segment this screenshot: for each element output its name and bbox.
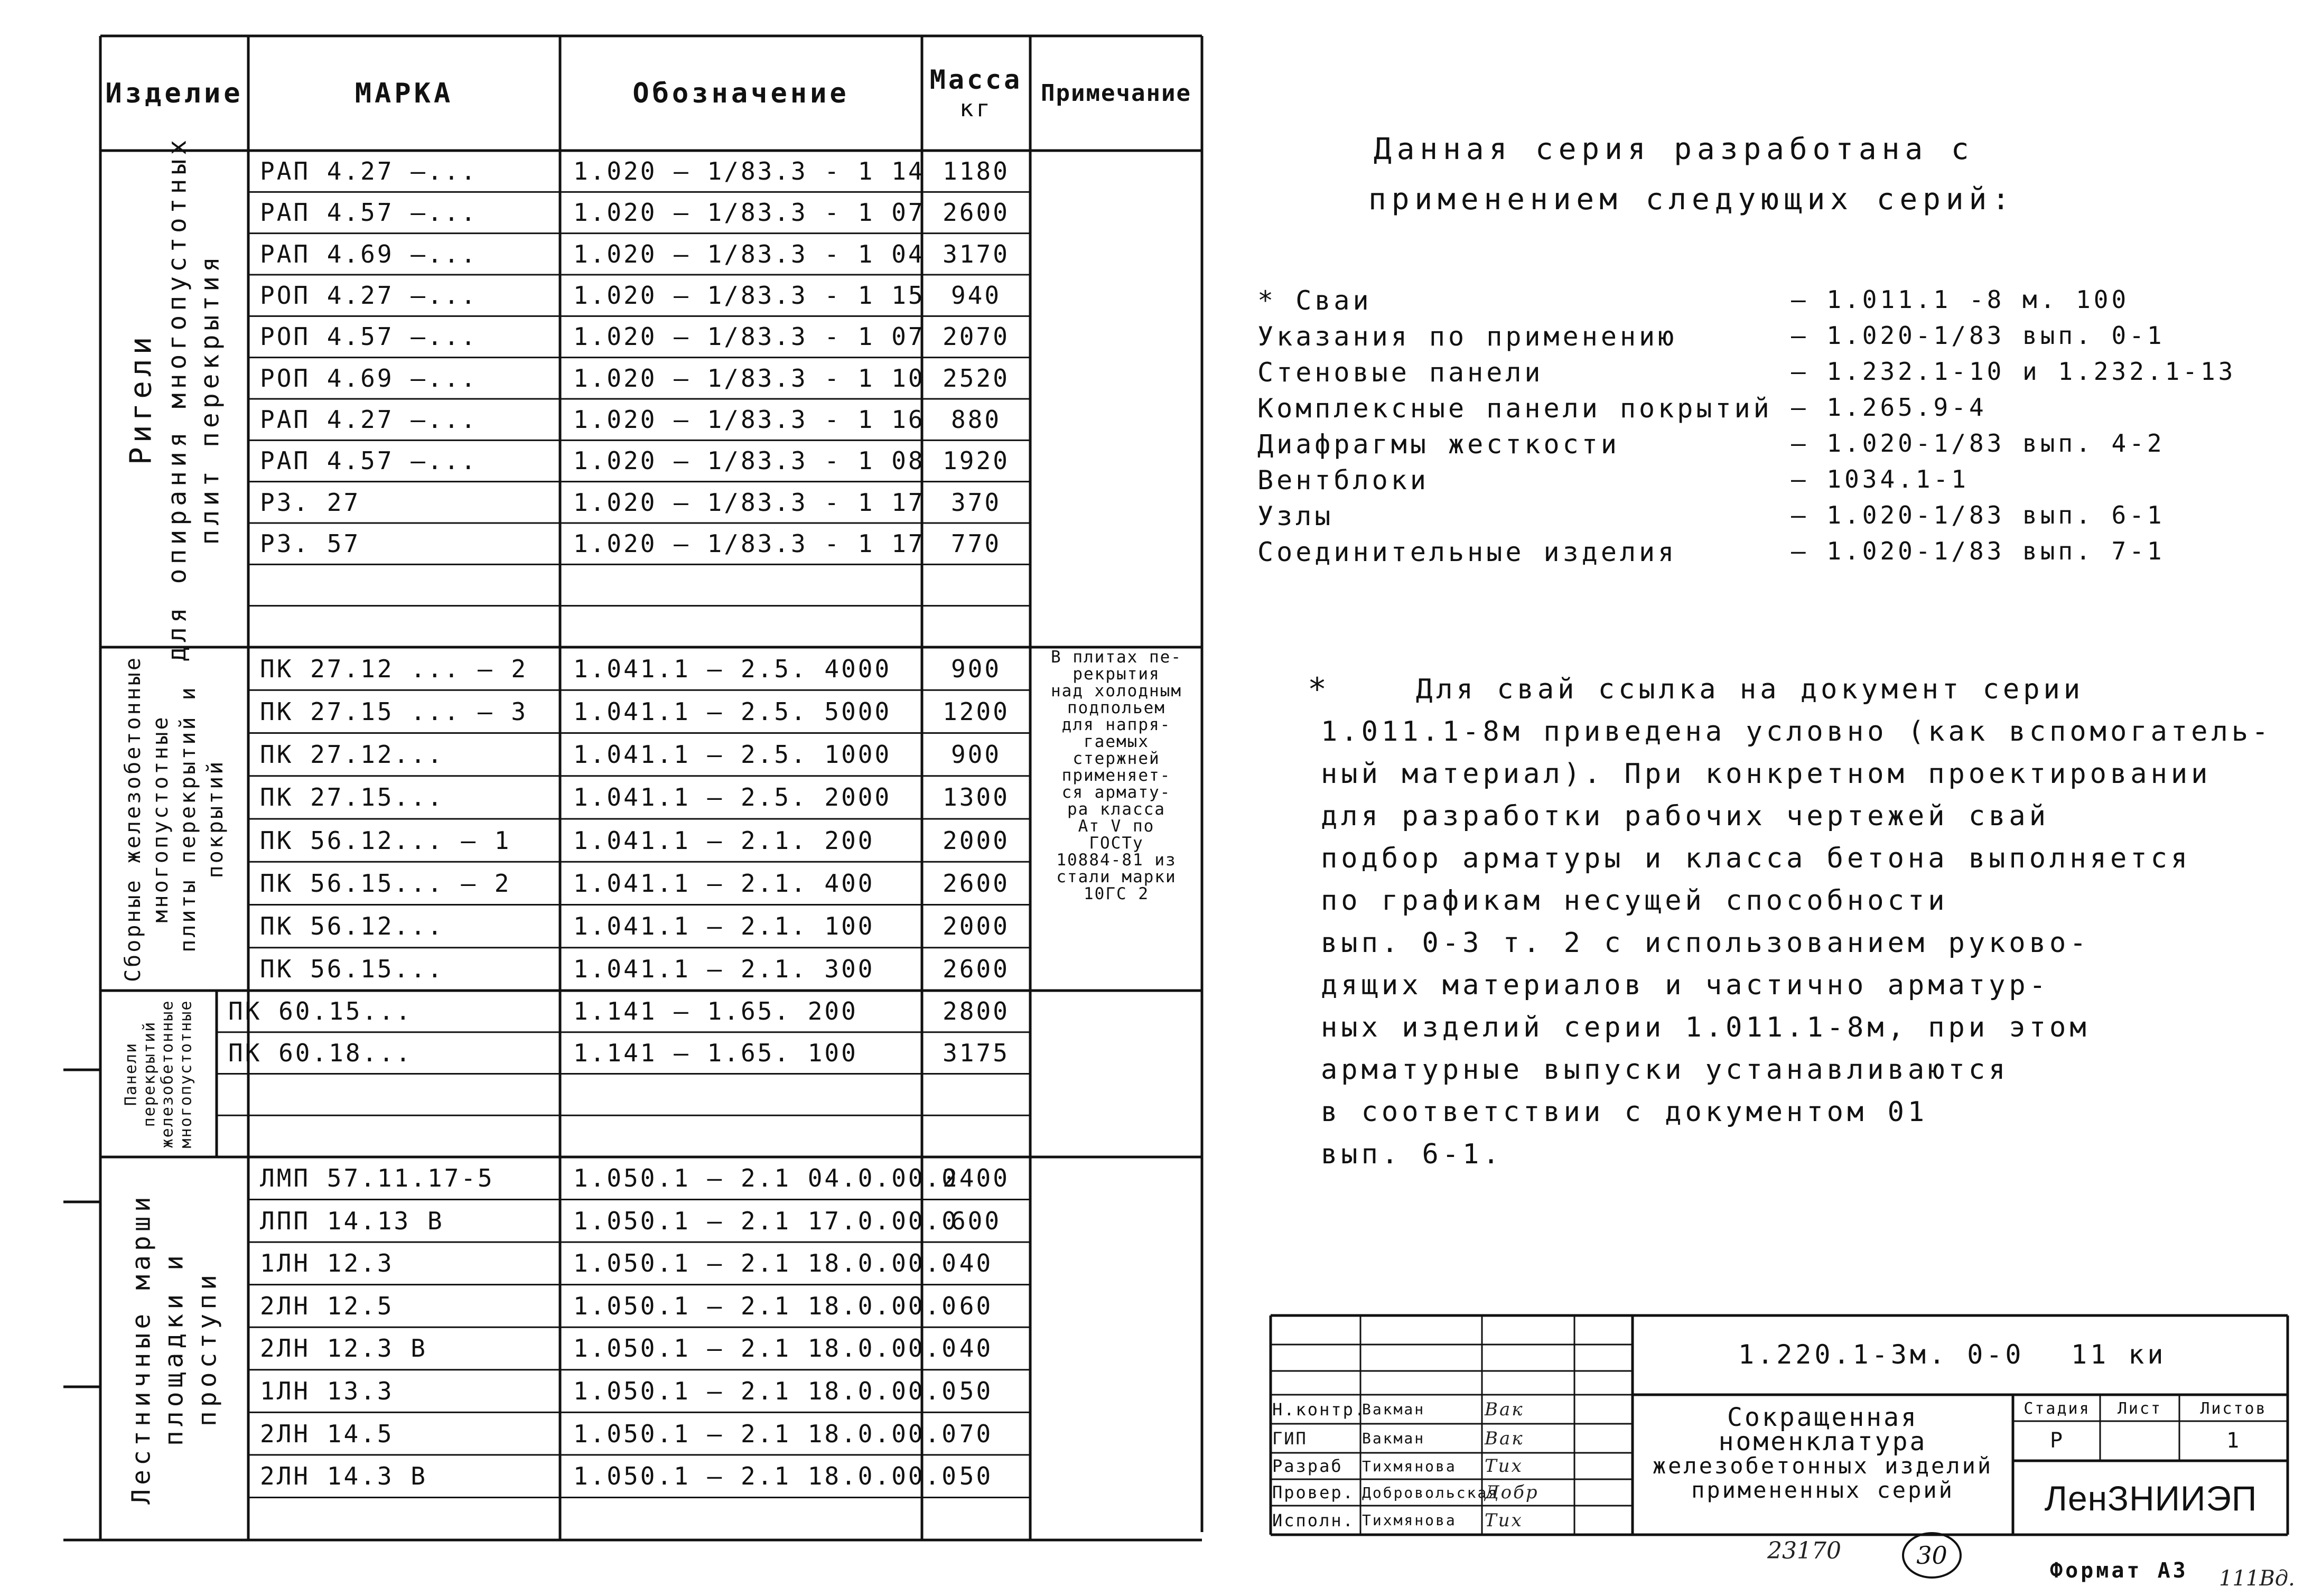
note-remark-line: гаемых bbox=[1084, 732, 1149, 751]
table-cell-designation: 1.020 — 1/83.3 - 1 17 bbox=[573, 488, 925, 517]
staff-name: Вакман bbox=[1362, 1401, 1425, 1418]
table-cell-mark: РАП 4.69 —... bbox=[260, 239, 478, 268]
header-mass-unit: кг bbox=[959, 95, 993, 122]
series-intro-line-2: применением следующих серий: bbox=[1368, 182, 2016, 217]
table-cell-designation: 1.050.1 — 2.1 18.0.00.0 bbox=[573, 1291, 958, 1320]
table-cell-designation: 1.041.1 — 2.1. 100 bbox=[573, 912, 875, 941]
staff-role: Н.контр. bbox=[1272, 1399, 1367, 1420]
table-cell-designation: 1.020 — 1/83.3 - 1 08 bbox=[573, 446, 925, 475]
table-cell-mark: Р3. 57 bbox=[260, 529, 361, 558]
series-reference: — 1.265.9-4 bbox=[1791, 393, 1987, 422]
table-cell-designation: 1.050.1 — 2.1 04.0.00.0 bbox=[573, 1164, 958, 1193]
table-cell-mass: 2600 bbox=[943, 869, 1010, 898]
note-remark-line: 10ГС 2 bbox=[1084, 884, 1149, 903]
table-cell-designation: 1.020 — 1/83.3 - 1 07 bbox=[573, 322, 925, 351]
table-cell-designation: 1.141 — 1.65. 100 bbox=[573, 1039, 858, 1068]
staff-name: Тихмянова bbox=[1362, 1457, 1457, 1475]
group-label-line: Сборные железобетонные bbox=[121, 656, 145, 982]
table-cell-mark: 2ЛН 14.3 В bbox=[260, 1462, 427, 1491]
footnote-line: для разработки рабочих чертежей свай bbox=[1321, 800, 2050, 832]
table-cell-mass bbox=[922, 1497, 1030, 1540]
series-name: Соединительные изделия bbox=[1257, 537, 1677, 567]
handwritten-mark: 111Вд. bbox=[2219, 1566, 2295, 1591]
note-remark-line: 10884-81 из bbox=[1056, 851, 1177, 870]
table-cell-mark: РОП 4.57 —... bbox=[260, 322, 478, 351]
table-cell-mark: ЛМП 57.11.17-5 bbox=[260, 1164, 495, 1193]
series-name: Диафрагмы жесткости bbox=[1257, 429, 1620, 460]
table-cell-mass: 40 bbox=[959, 1249, 993, 1278]
series-reference: — 1.020-1/83 вып. 0-1 bbox=[1791, 321, 2165, 350]
series-name: Вентблоки bbox=[1257, 465, 1429, 496]
header-product: Изделие bbox=[105, 77, 244, 109]
table-cell-mass: 2400 bbox=[943, 1164, 1010, 1193]
table-cell-mass: 2000 bbox=[943, 826, 1010, 855]
table-cell-mark bbox=[260, 606, 560, 647]
group-label-line: перекрытий bbox=[139, 1021, 158, 1127]
table-cell-mark: ПК 60.15... bbox=[228, 997, 413, 1026]
doc-title-line: железобетонных изделий bbox=[1652, 1453, 1993, 1479]
table-cell-mass: 770 bbox=[950, 529, 1002, 558]
sheet-value bbox=[2100, 1422, 2179, 1459]
series-intro-line-1: Данная серия разработана с bbox=[1374, 132, 1974, 166]
staff-sign: Тих bbox=[1485, 1509, 1523, 1531]
series-name: * Сваи bbox=[1257, 285, 1372, 316]
table-cell-mark bbox=[260, 564, 560, 605]
table-cell-mass: 2000 bbox=[943, 912, 1010, 941]
table-cell-mark: ПК 56.15... — 2 bbox=[260, 869, 511, 898]
footnote-line: вып. 6-1. bbox=[1321, 1138, 1503, 1170]
sheets-label: Листов bbox=[2200, 1399, 2267, 1418]
format-label: Формат А3 bbox=[2050, 1558, 2188, 1583]
series-reference: — 1.232.1-10 и 1.232.1-13 bbox=[1791, 357, 2236, 386]
table-cell-mark: ПК 56.12... bbox=[260, 912, 444, 941]
doc-code: 1.220.1-3м. 0-0 bbox=[1738, 1339, 2025, 1370]
staff-sign: Вак bbox=[1485, 1398, 1524, 1420]
table-cell-mass bbox=[922, 1115, 1030, 1157]
group-label-line: Ригели bbox=[124, 332, 158, 465]
table-cell-designation bbox=[573, 1497, 922, 1540]
table-cell-designation: 1.020 — 1/83.3 - 1 15 bbox=[573, 281, 925, 310]
note-remark-line: Ат V по bbox=[1078, 817, 1155, 836]
group-label-line: Лестничные марши bbox=[126, 1192, 156, 1505]
table-cell-mass: 1200 bbox=[943, 697, 1010, 726]
group-label-line: для опирания многопустотных bbox=[162, 135, 192, 662]
footnote-line: вып. 0-3 т. 2 с использованием руково- bbox=[1321, 927, 2090, 959]
note-remark-line: рекрытия bbox=[1073, 665, 1160, 684]
table-cell-mark: РАП 4.27 —... bbox=[260, 157, 478, 186]
table-cell-mass: 2800 bbox=[943, 997, 1010, 1026]
group-label-slabs bbox=[100, 647, 248, 991]
doc-code-suffix: 11 ки bbox=[2071, 1339, 2167, 1370]
table-cell-mass: 50 bbox=[959, 1462, 993, 1491]
series-name: Стеновые панели bbox=[1257, 357, 1544, 388]
table-cell-mark: ПК 56.12... — 1 bbox=[260, 826, 511, 855]
table-cell-designation: 1.041.1 — 2.1. 400 bbox=[573, 869, 875, 898]
note-remark-line: В плитах пе- bbox=[1051, 648, 1182, 667]
footnote-line: Для свай ссылка на документ серии bbox=[1416, 674, 2084, 705]
staff-name: Добровольская bbox=[1362, 1483, 1499, 1501]
table-cell-mass: 2600 bbox=[943, 198, 1010, 227]
group-label-line: железобетонные bbox=[158, 1000, 176, 1148]
group-label-stairs bbox=[100, 1157, 248, 1540]
footnote-line: ных изделий серии 1.011.1-8м, при этом bbox=[1321, 1012, 2090, 1043]
doc-title-line: Сокращенная bbox=[1727, 1403, 1918, 1432]
header-mass bbox=[922, 36, 1030, 151]
table-cell-mass: 70 bbox=[959, 1419, 993, 1448]
note-remark-line: подпольем bbox=[1067, 698, 1165, 717]
table-cell-mark bbox=[228, 1074, 560, 1116]
series-reference: — 1.020-1/83 вып. 6-1 bbox=[1791, 501, 2165, 529]
table-cell-designation: 1.050.1 — 2.1 18.0.00.0 bbox=[573, 1419, 958, 1448]
table-cell-mass: 900 bbox=[950, 654, 1002, 683]
doc-title bbox=[1635, 1405, 2010, 1502]
table-cell-designation: 1.041.1 — 2.5. 1000 bbox=[573, 740, 892, 769]
table-cell-designation: 1.020 — 1/83.3 - 1 17 bbox=[573, 529, 925, 558]
footnote-line: дящих материалов и частично арматур- bbox=[1321, 969, 2050, 1001]
page-number: 30 bbox=[1902, 1532, 1962, 1579]
table-cell-mark: ПК 60.18... bbox=[228, 1039, 413, 1068]
table-cell-mass bbox=[922, 1074, 1030, 1116]
table-cell-designation bbox=[573, 606, 922, 647]
header-mark: МАРКА bbox=[355, 77, 454, 109]
table-cell-mark: РОП 4.69 —... bbox=[260, 363, 478, 393]
note-remark-line: применяет- bbox=[1061, 766, 1171, 785]
table-cell-mass: 1180 bbox=[943, 157, 1010, 186]
series-name: Указания по применению bbox=[1257, 321, 1677, 352]
table-cell-mass: 40 bbox=[959, 1334, 993, 1363]
series-reference: — 1.011.1 -8 м. 100 bbox=[1791, 285, 2130, 314]
table-cell-designation: 1.050.1 — 2.1 17.0.00.0 bbox=[573, 1206, 958, 1235]
footnote-line: подбор арматуры и класса бетона выполняется bbox=[1321, 843, 2192, 874]
staff-role: Провер. bbox=[1272, 1482, 1355, 1502]
table-cell-designation: 1.020 — 1/83.3 - 1 14 bbox=[573, 157, 925, 186]
table-cell-mark: ПК 56.15... bbox=[260, 955, 444, 984]
inventory-number: 23170 bbox=[1767, 1537, 1841, 1564]
sheets-value: 1 bbox=[2226, 1429, 2241, 1453]
table-cell-mass: 3175 bbox=[943, 1039, 1010, 1068]
table-cell-mark: 1ЛН 13.3 bbox=[260, 1377, 394, 1406]
stage-value: Р bbox=[2049, 1429, 2065, 1453]
note-remark-line: ся армату- bbox=[1061, 783, 1171, 802]
note-remark-line: ра класса bbox=[1067, 800, 1165, 819]
note-remark-line: для напря- bbox=[1061, 715, 1171, 734]
series-reference: — 1034.1-1 bbox=[1791, 465, 1969, 493]
footnote-line: арматурные выпуски устанавливаются bbox=[1321, 1054, 2009, 1086]
group-label-panels bbox=[100, 991, 217, 1157]
note-remark-line: стали марки bbox=[1056, 867, 1177, 886]
table-cell-mark: 1ЛН 12.3 bbox=[260, 1249, 394, 1278]
table-cell-mass: 2520 bbox=[943, 363, 1010, 393]
table-cell-designation bbox=[573, 1115, 922, 1157]
table-cell-mark: 2ЛН 12.3 В bbox=[260, 1334, 427, 1363]
doc-title-line: номенклатура bbox=[1718, 1427, 1927, 1457]
table-cell-mark: РАП 4.57 —... bbox=[260, 198, 478, 227]
header-note: Примечание bbox=[1041, 80, 1191, 107]
table-cell-designation bbox=[573, 1074, 922, 1116]
table-cell-mark: ПК 27.12 ... — 2 bbox=[260, 654, 528, 683]
table-cell-mass: 600 bbox=[950, 1206, 1002, 1235]
group-label-line: многопустотные bbox=[148, 715, 173, 923]
series-name: Узлы bbox=[1257, 501, 1334, 531]
table-cell-designation: 1.041.1 — 2.5. 4000 bbox=[573, 654, 892, 683]
table-cell-mass bbox=[922, 606, 1030, 647]
staff-sign: Добр bbox=[1485, 1482, 1539, 1503]
note-remark-line: над холодным bbox=[1051, 682, 1182, 701]
note-remark-line: стержней bbox=[1073, 749, 1160, 768]
table-cell-designation: 1.041.1 — 2.1. 200 bbox=[573, 826, 875, 855]
table-cell-mass: 900 bbox=[950, 740, 1002, 769]
footnote-line: по графикам несущей способности bbox=[1321, 885, 1948, 917]
staff-role: ГИП bbox=[1272, 1428, 1308, 1449]
table-cell-mass: 2600 bbox=[943, 955, 1010, 984]
footnote-line: в соответствии с документом 01 bbox=[1321, 1096, 1928, 1128]
table-cell-designation: 1.050.1 — 2.1 18.0.00.0 bbox=[573, 1334, 958, 1363]
series-reference: — 1.020-1/83 вып. 7-1 bbox=[1791, 537, 2165, 565]
footnote-line: 1.011.1-8м приведена условно (как вспомогатель- bbox=[1321, 716, 2272, 748]
table-cell-mark: ПК 27.15... bbox=[260, 783, 444, 812]
table-cell-mass: 1300 bbox=[943, 783, 1010, 812]
staff-name: Тихмянова bbox=[1362, 1511, 1457, 1529]
table-cell-mark: ПК 27.12... bbox=[260, 740, 444, 769]
header-designation: Обозначение bbox=[632, 77, 850, 109]
sheet-label: Лист bbox=[2117, 1399, 2162, 1418]
table-cell-mark: РАП 4.57 —... bbox=[260, 446, 478, 475]
staff-sign: Вак bbox=[1485, 1427, 1524, 1449]
table-cell-mark: 2ЛН 12.5 bbox=[260, 1291, 394, 1320]
staff-sign: Тих bbox=[1485, 1455, 1523, 1477]
table-cell-designation: 1.020 — 1/83.3 - 1 10 bbox=[573, 363, 925, 393]
group-label-line: площадки и bbox=[159, 1251, 189, 1446]
table-cell-mass: 60 bbox=[959, 1291, 993, 1320]
group-label-rigeli bbox=[100, 135, 248, 662]
table-cell-designation: 1.020 — 1/83.3 - 1 04 bbox=[573, 239, 925, 268]
table-cell-designation: 1.141 — 1.65. 200 bbox=[573, 997, 858, 1026]
group-label-line: многопустотные bbox=[176, 1000, 195, 1148]
table-cell-mark bbox=[228, 1115, 560, 1157]
table-cell-designation: 1.041.1 — 2.5. 2000 bbox=[573, 783, 892, 812]
table-cell-mark: ПК 27.15 ... — 3 bbox=[260, 697, 528, 726]
staff-name: Вакман bbox=[1362, 1430, 1425, 1447]
group-label-line: плит перекрытия bbox=[195, 253, 225, 545]
table-cell-designation: 1.020 — 1/83.3 - 1 07 bbox=[573, 198, 925, 227]
table-cell-mass: 880 bbox=[950, 405, 1002, 434]
header-mass-label: Масса bbox=[929, 64, 1023, 95]
staff-role: Разраб bbox=[1272, 1456, 1343, 1476]
table-cell-mark: Р3. 27 bbox=[260, 488, 361, 517]
table-cell-designation bbox=[573, 564, 922, 605]
table-cell-mass: 370 bbox=[950, 488, 1002, 517]
table-cell-mass: 940 bbox=[950, 281, 1002, 310]
table-cell-designation: 1.050.1 — 2.1 18.0.00.0 bbox=[573, 1377, 958, 1406]
group-label-line: плиты перекрытий и bbox=[176, 685, 200, 953]
table-cell-mass bbox=[922, 564, 1030, 605]
table-cell-designation: 1.020 — 1/83.3 - 1 16 bbox=[573, 405, 925, 434]
table-cell-mark: РОП 4.27 —... bbox=[260, 281, 478, 310]
table-cell-designation: 1.041.1 — 2.5. 5000 bbox=[573, 697, 892, 726]
table-cell-mass: 3170 bbox=[943, 239, 1010, 268]
table-cell-mark bbox=[260, 1497, 560, 1540]
stage-label: Стадия bbox=[2023, 1399, 2091, 1418]
group-label-line: проступи bbox=[192, 1270, 222, 1427]
table-cell-designation: 1.050.1 — 2.1 18.0.00.0 bbox=[573, 1462, 958, 1491]
table-cell-designation: 1.041.1 — 2.1. 300 bbox=[573, 955, 875, 984]
note-remark-line: ГОСТу bbox=[1089, 834, 1144, 853]
note-remark bbox=[1031, 649, 1201, 902]
series-reference: — 1.020-1/83 вып. 4-2 bbox=[1791, 429, 2165, 458]
group-label-line: Панели bbox=[122, 1042, 140, 1106]
staff-role: Исполн. bbox=[1272, 1510, 1355, 1530]
table-cell-mark: ЛПП 14.13 В bbox=[260, 1206, 444, 1235]
group-label-line: покрытий bbox=[203, 759, 228, 879]
organization: ЛенЗНИИЭП bbox=[2044, 1478, 2258, 1518]
table-cell-designation: 1.050.1 — 2.1 18.0.00.0 bbox=[573, 1249, 958, 1278]
footnote-mark: * bbox=[1308, 671, 1331, 708]
table-cell-mark: РАП 4.27 —... bbox=[260, 405, 478, 434]
series-name: Комплексные панели покрытий bbox=[1257, 393, 1773, 424]
table-cell-mass: 50 bbox=[959, 1377, 993, 1406]
doc-title-line: примененных серий bbox=[1691, 1477, 1954, 1503]
table-cell-mass: 2070 bbox=[943, 322, 1010, 351]
table-cell-mass: 1920 bbox=[943, 446, 1010, 475]
table-cell-mark: 2ЛН 14.5 bbox=[260, 1419, 394, 1448]
footnote-line: ный материал). При конкретном проектировании bbox=[1321, 758, 2212, 790]
